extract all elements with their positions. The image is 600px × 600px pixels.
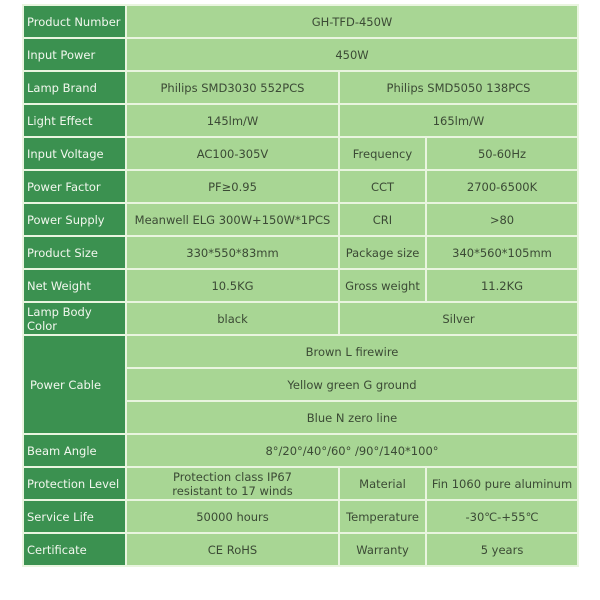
value-cri: >80 — [426, 203, 578, 236]
value-power-supply: Meanwell ELG 300W+150W*1PCS — [126, 203, 339, 236]
label-lamp-body-color: Lamp Body Color — [23, 302, 126, 335]
label-input-power: Input Power — [23, 38, 126, 71]
value-power-factor: PF≥0.95 — [126, 170, 339, 203]
label-product-size: Product Size — [23, 236, 126, 269]
table-row — [23, 71, 578, 104]
label-power-factor: Power Factor — [23, 170, 126, 203]
spec-table — [22, 4, 579, 567]
value-power-cable-1: Brown L firewire — [126, 335, 578, 368]
label-service-life: Service Life — [23, 500, 126, 533]
value-lamp-body-color-a: black — [126, 302, 339, 335]
label-frequency: Frequency — [339, 137, 426, 170]
table-row — [23, 467, 578, 500]
protection-line-2: resistant to 17 winds — [172, 483, 293, 498]
value-beam-angle: 8°/20°/40°/60° /90°/140*100° — [126, 434, 578, 467]
table-row — [23, 269, 578, 302]
value-light-effect-a: 145lm/W — [126, 104, 339, 137]
value-material: Fin 1060 pure aluminum — [426, 467, 578, 500]
value-protection-level — [126, 467, 339, 500]
table-row — [23, 533, 578, 566]
value-lamp-brand-a: Philips SMD3030 552PCS — [126, 71, 339, 104]
label-temperature: Temperature — [339, 500, 426, 533]
value-gross-weight: 11.2KG — [426, 269, 578, 302]
table-row — [23, 104, 578, 137]
value-lamp-body-color-b: Silver — [339, 302, 578, 335]
table-row — [23, 203, 578, 236]
value-input-voltage: AC100-305V — [126, 137, 339, 170]
table-row — [23, 170, 578, 203]
value-net-weight: 10.5KG — [126, 269, 339, 302]
label-warranty: Warranty — [339, 533, 426, 566]
value-temperature: -30℃-+55℃ — [426, 500, 578, 533]
value-input-power: 450W — [126, 38, 578, 71]
value-light-effect-b: 165lm/W — [339, 104, 578, 137]
table-row — [23, 38, 578, 71]
table-row — [23, 302, 578, 335]
value-product-number: GH-TFD-450W — [126, 5, 578, 38]
table-row — [23, 5, 578, 38]
table-row — [23, 137, 578, 170]
value-power-cable-3: Blue N zero line — [126, 401, 578, 434]
table-row — [23, 236, 578, 269]
label-net-weight: Net Weight — [23, 269, 126, 302]
value-power-cable-2: Yellow green G ground — [126, 368, 578, 401]
label-input-voltage: Input Voltage — [23, 137, 126, 170]
label-light-effect: Light Effect — [23, 104, 126, 137]
label-material: Material — [339, 467, 426, 500]
label-gross-weight: Gross weight — [339, 269, 426, 302]
table-row — [23, 335, 578, 368]
value-cct: 2700-6500K — [426, 170, 578, 203]
table-row — [23, 500, 578, 533]
label-certificate: Certificate — [23, 533, 126, 566]
label-cct: CCT — [339, 170, 426, 203]
label-lamp-brand: Lamp Brand — [23, 71, 126, 104]
value-lamp-brand-b: Philips SMD5050 138PCS — [339, 71, 578, 104]
value-product-size: 330*550*83mm — [126, 236, 339, 269]
label-beam-angle: Beam Angle — [23, 434, 126, 467]
value-warranty: 5 years — [426, 533, 578, 566]
protection-line-1: Protection class IP67 — [173, 469, 292, 484]
label-product-number: Product Number — [23, 5, 126, 38]
label-cri: CRI — [339, 203, 426, 236]
label-power-cable: Power Cable — [23, 335, 126, 434]
value-certificate: CE RoHS — [126, 533, 339, 566]
value-frequency: 50-60Hz — [426, 137, 578, 170]
label-package-size: Package size — [339, 236, 426, 269]
value-package-size: 340*560*105mm — [426, 236, 578, 269]
label-power-supply: Power Supply — [23, 203, 126, 236]
value-service-life: 50000 hours — [126, 500, 339, 533]
label-protection-level: Protection Level — [23, 467, 126, 500]
table-row — [23, 434, 578, 467]
